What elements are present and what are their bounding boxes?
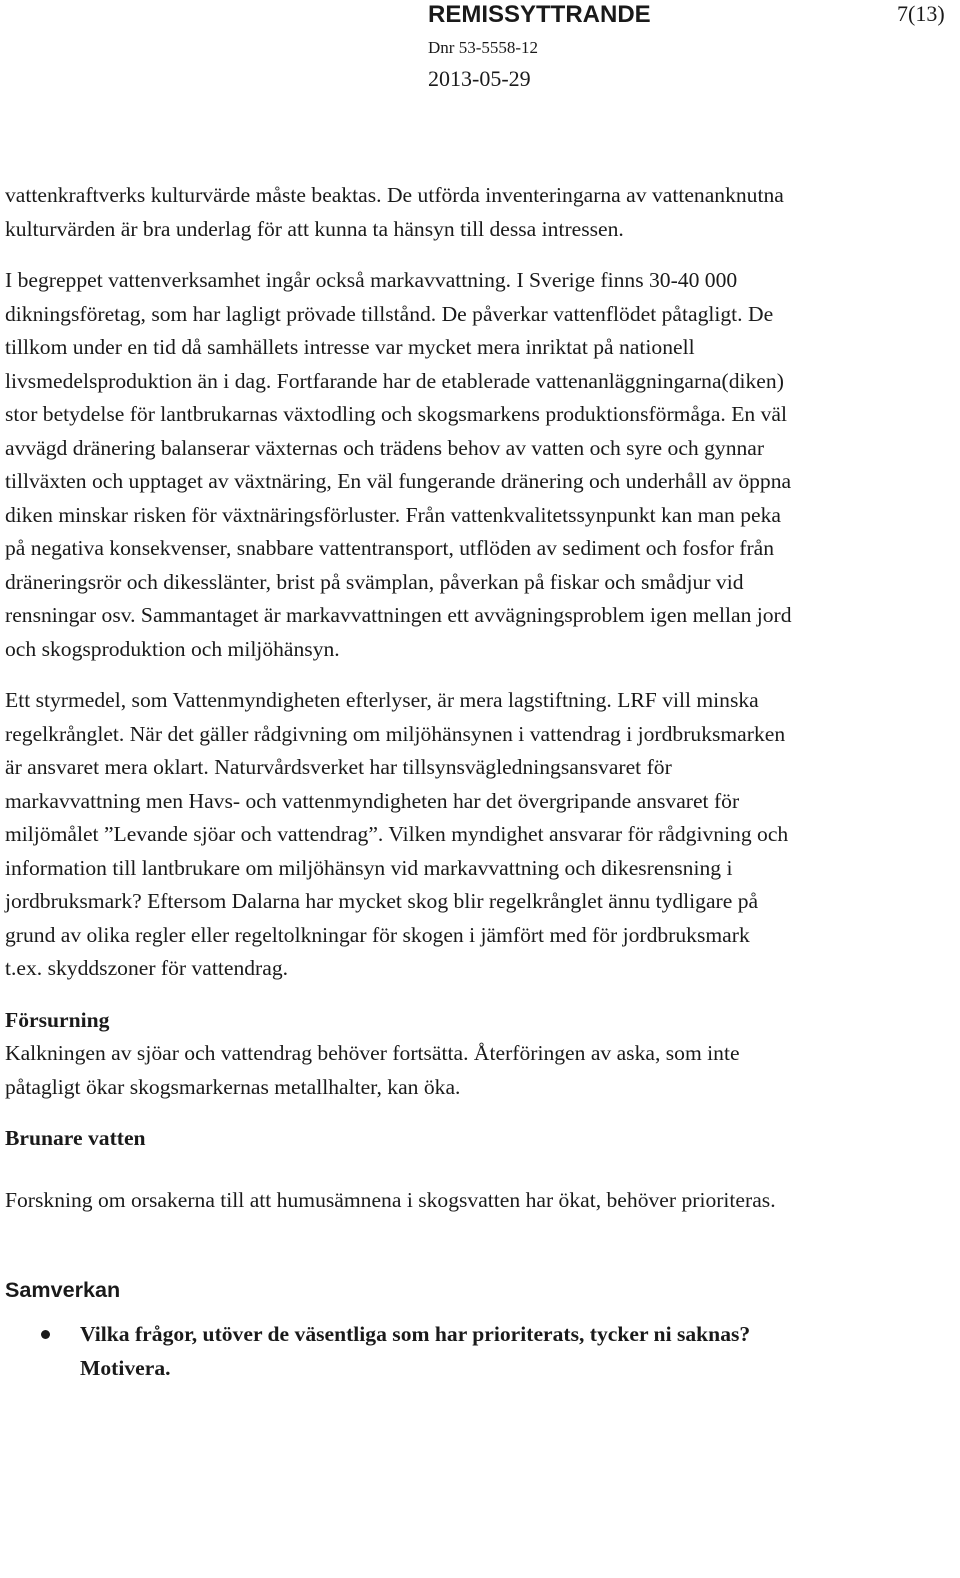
document-body — [5, 179, 955, 1385]
document-date: 2013-05-29 — [428, 66, 531, 91]
heading-samverkan: Samverkan — [5, 1277, 121, 1302]
paragraph-kalkning: Kalkningen av sjöar och vattendrag behöver fortsätta. Återföringen av aska, som inte påtagligt ökar skogsmarkernas metallhalter, kan öka. — [5, 1041, 740, 1099]
page-number: 7(13) — [897, 1, 945, 26]
document-type-title: REMISSYTTRANDE — [428, 1, 651, 28]
paragraph-forskning: Forskning om orsakerna till att humusämnena i skogsvatten har ökat, behöver prioriteras. — [5, 1187, 776, 1212]
bullet-icon — [41, 1330, 50, 1339]
paragraph-markavvattning: I begreppet vattenverksamhet ingår också markavvattning. I Sverige finns 30-40 000 dikningsföretag, som har lagligt prövade tillstånd. De påverkar vattenflödet påtagligt. De tillkom under en tid då samhällets intresse var mycket mera inriktat på nationell livsmedelsproduktion än i dag. Fortfarande har de etablerade vattenanläggningarna(diken) stor betydelse för lantbrukarnas växtodling och skogsmarkens produktionsförmåga. En väl avvägd dränering balanserar växternas och trädens behov av vatten och syre och gynnar tillväxten och upptaget av växtnäring, En väl fungerande dränering och underhåll av öppna diken minskar risken för växtnäringsförluster. Från vattenkvalitetssynpunkt kan man peka på negativa konsekvenser, snabbare vattentransport, utflöden av sediment och fosfor från dräneringsrör och dikesslänter, brist på svämplan, påverkan på fiskar och smådjur vid rensningar osv. Sammantaget är markavvattningen ett avvägningsproblem igen mellan jord och skogsproduktion och miljöhänsyn. — [5, 268, 792, 661]
heading-forsurning: Försurning — [5, 1007, 110, 1032]
heading-brunare-vatten: Brunare vatten — [5, 1126, 146, 1150]
paragraph-styrmedel: Ett styrmedel, som Vattenmyndigheten efterlyser, är mera lagstiftning. LRF vill minska regelkrånglet. När det gäller rådgivning om miljöhänsynen i vattendrag i jordbruksmarken är ansvaret mera oklart. Naturvårdsverket har tillsynsvägledningsansvaret för markavvattning men Havs- och vattenmyndigheten har det övergripande ansvaret för miljömålet ”Levande sjöar och vattendrag”. Vilken myndighet ansvarar för rådgivning och information till lantbrukare om miljöhänsyn vid markavvattning och dikesrensning i jordbruksmark? Eftersom Dalarna har mycket skog blir regelkrånglet ännu tydligare på grund av olika regler eller regeltolkningar för skogen i jämfört med för jordbruksmark t.ex. skyddszoner för vattendrag. — [5, 688, 789, 980]
list-item — [5, 1318, 955, 1385]
paragraph-kulturvarde: vattenkraftverks kulturvärde måste beaktas. De utförda inventeringarna av vattenanknutna kulturvärden är bra underlag för att kunna ta hänsyn till dessa intressen. — [5, 183, 784, 241]
bullet-question: Vilka frågor, utöver de väsentliga som har prioriterats, tycker ni saknas? Motivera. — [80, 1322, 751, 1380]
registration-number: Dnr 53-5558-12 — [428, 38, 539, 57]
